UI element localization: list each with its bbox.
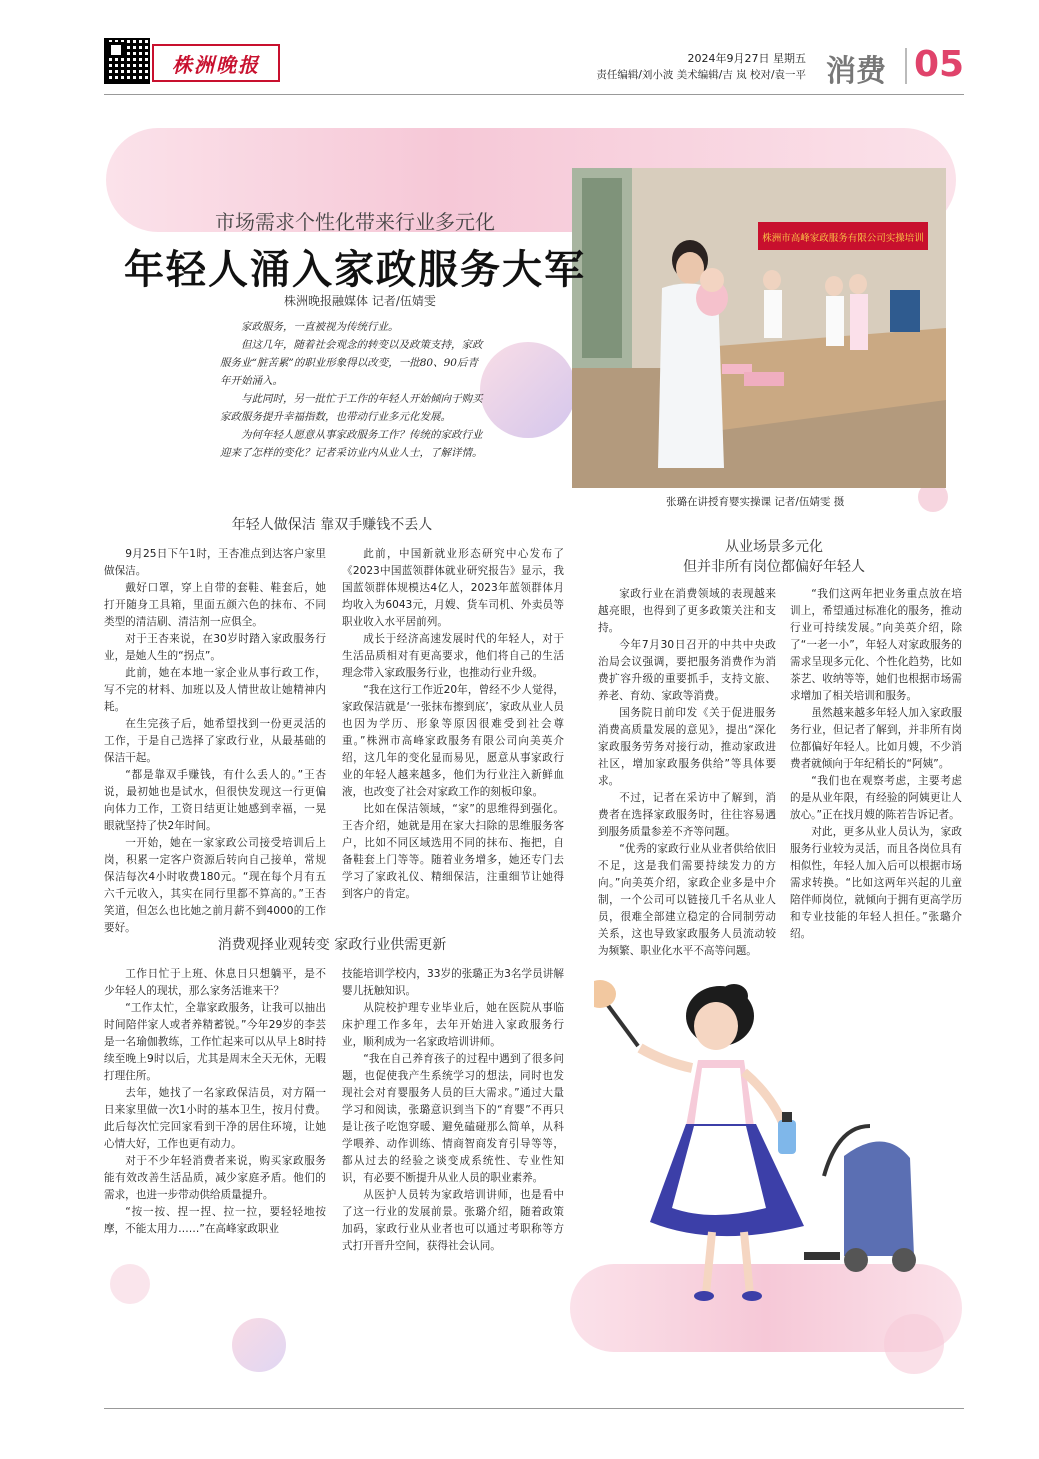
paragraph: 9月25日下午1时，王杏准点到达客户家里做保洁。: [104, 548, 326, 577]
paragraph: “都是靠双手赚钱，有什么丢人的。”王杏说，最初她也是试水，但很快发现这一行更偏向体力工作，工资日结更让她感到幸福，一晃眼就坚持了快2年时间。: [104, 769, 326, 832]
photo-banner-text: 株洲市高峰家政服务有限公司实操培训: [762, 233, 924, 244]
paragraph: 比如在保洁领域，“家”的思维得到强化。王杏介绍，她就是用在家大扫除的思维服务客户，比如不同区域选用不同的抹布、拖把，自备鞋套上门等等。随着业务增多，她还专门去学习了家政礼仪、精细保洁，注重细节让她得到客户的肯定。: [342, 803, 564, 900]
paragraph: 一开始，她在一家家政公司接受培训后上岗，积累一定客户资源后转向自己接单，常规保洁每次4小时收费180元。“现在每个月有五六千元收入，其实在同行里都不算高的。”王杏笑道，但怎么也比她之前月薪不到4000的工作要好。: [104, 837, 326, 934]
text-column: [598, 586, 776, 960]
paragraph: “按一按、捏一捏、拉一拉，要轻轻地按摩，不能太用力……”在高峰家政职业: [104, 1206, 326, 1235]
footer-rule: [104, 1408, 964, 1409]
lead-paragraphs: [220, 318, 488, 462]
lead-paragraph: 为何年轻人愿意从事家政服务工作？传统的家政行业迎来了怎样的变化？记者采访业内从业人士，了解详情。: [220, 429, 483, 459]
decorative-circle: [480, 342, 576, 438]
paragraph: 从院校护理专业毕业后，她在医院从事临床护理工作多年，去年开始进入家政服务行业，顺利成为一名家政培训讲师。: [342, 1002, 564, 1048]
photo-caption: 张璐在讲授育婴实操课 记者/伍婧雯 摄: [666, 496, 845, 508]
page-number: 05: [914, 44, 965, 85]
date-line: 2024年9月27日 星期五: [687, 52, 806, 65]
newspaper-logo: 株洲晚报: [152, 44, 280, 82]
paragraph: 国务院日前印发《关于促进服务消费高质量发展的意见》，提出“深化家政服务劳务对接行动，推动家政进社区，增加家政服务供给”等具体要求。: [598, 707, 776, 787]
section-name: 消费: [826, 54, 886, 89]
housekeeper-illustration: [594, 976, 934, 1304]
divider: [905, 48, 907, 84]
text-column: [104, 546, 326, 937]
paragraph: “我们这两年把业务重点放在培训上，希望通过标准化的服务，推动行业可持续发展。”向美英介绍，除了“一老一小”，年轻人对家政服务的需求呈现多元化、个性化趋势，比如茶艺、收纳等等，她们也根据市场需求增加了相关培训和服务。: [790, 588, 962, 702]
lead-paragraph: 与此同时，另一批忙于工作的年轻人开始倾向于购买家政服务提升幸福指数，也带动行业多元化发展。: [220, 393, 483, 423]
paragraph: 此前，她在本地一家企业从事行政工作，写不完的材料、加班以及人情世故让她精神内耗。: [104, 667, 326, 713]
paragraph: 家政行业在消费领域的表现越来越亮眼，也得到了更多政策关注和支持。: [598, 588, 776, 634]
paragraph: “我在这行工作近20年，曾经不少人觉得，家政保洁就是‘一张抹布擦到底’，家政从业人员也因为学历、形象等原因很难受到社会尊重。”株洲市高峰家政服务有限公司向美英介绍，这几年的变化显而易见，愿意从事家政行业的年轻人越来越多，他们为行业注入新鲜血液，也改变了社会对家政工作的刻板印象。: [342, 684, 564, 798]
paragraph: 今年7月30日召开的中共中央政治局会议强调，要把服务消费作为消费扩容升级的重要抓手，支持文旅、养老、育幼、家政等消费。: [598, 639, 776, 702]
paragraph: “我在自己养育孩子的过程中遇到了很多问题，也促使我产生系统学习的想法，同时也发现社会对育婴服务人员的巨大需求。”通过大量学习和阅读，张璐意识到当下的“育婴”不再只是让孩子吃饱穿暖、避免磕碰那么简单，从科学喂养、动作训练、情商智商发育引导等等，都从过去的经验之谈变成系统性、专业性知识，有必要不断提升从业人员的职业素养。: [342, 1053, 564, 1184]
paragraph: 虽然越来越多年轻人加入家政服务行业，但记者了解到，并非所有岗位都偏好年轻人。比如月嫂，不少消费者就倾向于年纪稍长的“阿姨”。: [790, 707, 962, 770]
section-heading: [584, 536, 964, 576]
paragraph: 技能培训学校内，33岁的张璐正为3名学员讲解婴儿抚触知识。: [342, 968, 564, 997]
section-heading-line: 但并非所有岗位都偏好年轻人: [683, 559, 865, 575]
paragraph: “工作太忙，全靠家政服务，让我可以抽出时间陪伴家人或者养精蓄锐。”今年29岁的李芸是一名瑜伽教练，工作忙起来可以从早上8时持续至晚上9时以后，尤其是周末全天无休，无暇打理住所。: [104, 1002, 326, 1082]
paragraph: 从医护人员转为家政培训讲师，也是看中了这一行业的发展前景。张璐介绍，随着政策加码，家政行业从业者也可以通过考职称等方式打开晋升空间，获得社会认同。: [342, 1189, 564, 1252]
paragraph: 对此，更多从业人员认为，家政服务行业较为灵活，而且各岗位具有相似性，年轻人加入后可以根据市场需求转换。“比如这两年兴起的儿童陪伴师岗位，就倾向于拥有更高学历和专业技能的年轻人担任。”张璐介绍。: [790, 826, 962, 940]
article-title: 年轻人涌入家政服务大军: [124, 247, 586, 293]
lead-paragraph: 家政服务，一直被视为传统行业。: [241, 321, 399, 333]
qr-code-icon: [104, 38, 150, 84]
text-column: [342, 546, 564, 903]
training-photo: [572, 168, 946, 488]
paragraph: 对于不少年轻消费者来说，购买家政服务能有效改善生活品质，减少家庭矛盾。他们的需求，也进一步带动供给质量提升。: [104, 1155, 326, 1201]
lead-paragraph: 但这几年，随着社会观念的转变以及政策支持，家政服务业“脏苦累”的职业形象得以改变，一批80、90后青年开始涌入。: [220, 339, 483, 387]
section-heading: 年轻人做保洁 靠双手赚钱不丢人: [231, 517, 433, 533]
paragraph: “我们也在观察考虑，主要考虑的是从业年限，有经验的阿姨更让人放心。”正在找月嫂的陈若告诉记者。: [790, 775, 962, 821]
paragraph: 对于王杏来说，在30岁时踏入家政服务行业，是她人生的“拐点”。: [104, 633, 326, 662]
text-column: [342, 966, 564, 1255]
paragraph: 不过，记者在采访中了解到，消费者在选择家政服务时，往往容易遇到服务质量参差不齐等问题。: [598, 792, 776, 838]
paragraph: 在生完孩子后，她希望找到一份更灵活的工作，于是自己选择了家政行业，从最基础的保洁干起。: [104, 718, 326, 764]
paragraph: “优秀的家政行业从业者供给依旧不足，这是我们需要持续发力的方向。”向美英介绍，家政企业多是中介制，一个公司可以链接几千名从业人员，很难全部建立稳定的合同制劳动关系，这也导致家政服务人员流动较为频繁、职业化水平不高等问题。: [598, 843, 776, 957]
decorative-circle: [884, 1314, 944, 1374]
header-rule: [104, 94, 964, 95]
paragraph: 成长于经济高速发展时代的年轻人，对于生活品质相对有更高要求，他们将自己的生活理念带入家政服务行业，也推动行业升级。: [342, 633, 564, 679]
paragraph: 戴好口罩，穿上自带的套鞋、鞋套后，她打开随身工具箱，里面五颜六色的抹布、不同类型的清洁刷、清洁剂一应俱全。: [104, 582, 326, 628]
article-subtitle: 市场需求个性化带来行业多元化: [215, 210, 495, 234]
text-column: [790, 586, 962, 943]
editors-line: 责任编辑/刘小波 美术编辑/吉 岚 校对/袁一平: [596, 69, 806, 81]
paragraph: 去年，她找了一名家政保洁员，对方隔一日来家里做一次1小时的基本卫生，按月付费。此后每次忙完回家看到干净的居住环境，让她心情大好，工作也更有动力。: [104, 1087, 326, 1150]
paragraph: 此前，中国新就业形态研究中心发布了《2023中国蓝领群体就业研究报告》显示，我国蓝领群体规模达4亿人，2023年蓝领群体月均收入为6043元，月嫂、货车司机、外卖员等职业收入水平居前列。: [342, 548, 564, 628]
byline: 株洲晚报融媒体 记者/伍婧雯: [284, 294, 436, 308]
text-column: [104, 966, 326, 1238]
paragraph: 工作日忙于上班、休息日只想躺平，是不少年轻人的现状，那么家务活谁来干？: [104, 968, 326, 997]
decorative-circle: [110, 1264, 150, 1304]
decorative-circle: [232, 1318, 286, 1372]
section-heading-line: 从业场景多元化: [725, 539, 823, 555]
section-heading: 消费观择业观转变 家政行业供需更新: [217, 937, 447, 953]
